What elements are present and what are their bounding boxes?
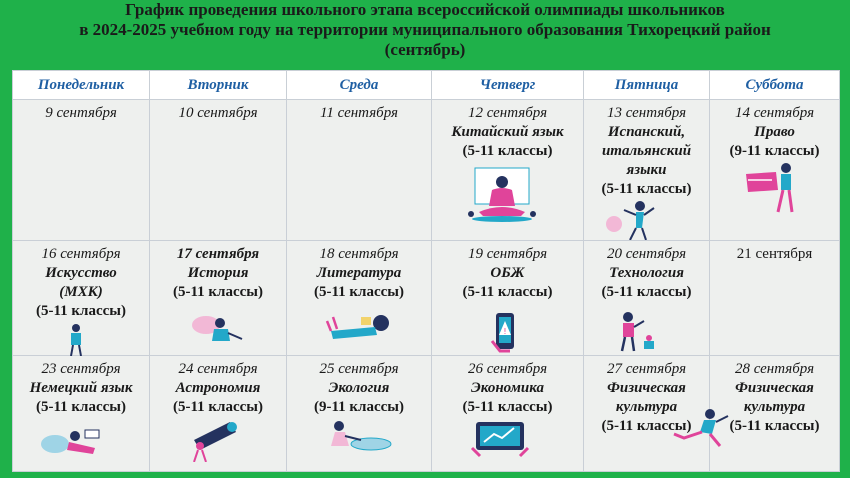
day-header-thursday: Четверг — [432, 71, 584, 100]
cell-subject: Испанский, итальянский языки — [601, 124, 692, 178]
cell-date: 21 сентября — [736, 246, 813, 262]
cell-subject: Физическая культура — [607, 380, 686, 415]
cell-subject: Астрономия — [175, 380, 261, 396]
cell-date: 12 сентября — [467, 105, 548, 121]
week-row-2 — [13, 241, 840, 356]
ecology-illustration — [325, 420, 395, 454]
person-with-sofa-illustration — [742, 160, 802, 216]
cell-date: 23 сентября — [41, 361, 121, 377]
cell-date: 14 сентября — [734, 105, 815, 121]
cell-subject: Право — [754, 124, 795, 140]
schedule-cell — [150, 241, 287, 356]
schedule-cell — [432, 100, 584, 241]
schedule-cell — [287, 356, 432, 472]
cell-date: 24 сентября — [178, 361, 258, 377]
cell-date: 25 сентября — [319, 361, 399, 377]
artist-illustration — [61, 323, 91, 357]
week-row-3 — [13, 356, 840, 472]
cell-grades: (5-11 классы) — [601, 181, 692, 197]
schedule-cell — [710, 100, 840, 241]
cell-subject: Экология — [328, 380, 390, 396]
cell-grades: (5-11 классы) — [601, 418, 692, 434]
day-header-friday: Пятница — [584, 71, 710, 100]
cell-grades: (5-11 классы) — [173, 284, 263, 300]
cell-grades: (5-11 классы) — [462, 143, 553, 159]
cell-date: 20 сентября — [606, 246, 687, 262]
schedule-cell — [13, 100, 150, 241]
cell-subject: Искусство (МХК) — [45, 265, 117, 300]
schedule-cell — [287, 241, 432, 356]
cell-date: 27 сентября — [606, 361, 687, 377]
title-line-1: График проведения школьного этапа всероссийской олимпиады школьников — [125, 0, 725, 19]
schedule-cell — [150, 100, 287, 241]
economy-screen-illustration — [470, 418, 530, 458]
week-row-1 — [13, 100, 840, 241]
cell-grades: (5-11 классы) — [173, 399, 263, 415]
cell-subject: Немецкий язык — [29, 380, 133, 396]
lying-reader-illustration — [325, 313, 395, 345]
schedule-cell — [710, 241, 840, 356]
phone-warning-illustration — [490, 311, 520, 355]
cell-date: 13 сентября — [606, 105, 687, 121]
cell-date: 19 сентября — [467, 246, 548, 262]
dancing-person-illustration — [600, 200, 660, 240]
day-header-monday: Понедельник — [13, 71, 150, 100]
schedule-cell — [287, 100, 432, 241]
resting-student-illustration — [39, 426, 109, 458]
title-line-3: (сентябрь) — [384, 40, 466, 59]
telescope-illustration — [184, 418, 244, 462]
meditation-illustration — [457, 164, 547, 224]
schedule-cell — [432, 241, 584, 356]
cell-grades: (5-11 классы) — [36, 399, 126, 415]
cell-subject: Литература — [316, 265, 402, 281]
cell-subject: ОБЖ — [490, 265, 525, 281]
cell-subject: Экономика — [471, 380, 544, 396]
cell-grades: (5-11 классы) — [462, 284, 553, 300]
cell-grades: (5-11 классы) — [314, 284, 404, 300]
cell-date: 16 сентября — [41, 246, 121, 262]
cell-subject: Технология — [609, 265, 684, 281]
page-title — [0, 0, 850, 60]
cell-date: 26 сентября — [467, 361, 548, 377]
running-person-illustration — [670, 408, 734, 452]
svg-text:!: ! — [503, 327, 507, 336]
cell-date: 28 сентября — [734, 361, 815, 377]
header-row — [13, 71, 840, 100]
schedule-cell — [584, 241, 710, 356]
cell-date: 17 сентября — [176, 246, 260, 262]
schedule-cell — [13, 241, 150, 356]
cell-grades: (5-11 классы) — [601, 284, 692, 300]
reading-person-illustration — [190, 313, 246, 345]
schedule-cell — [432, 356, 584, 472]
day-header-saturday: Суббота — [710, 71, 840, 100]
title-line-2: в 2024-2025 учебном году на территории муниципального образования Тихорецкий район — [79, 20, 771, 39]
schedule-cell — [584, 100, 710, 241]
cell-grades: (5-11 классы) — [462, 399, 553, 415]
schedule-table — [12, 70, 840, 472]
schedule-cell — [150, 356, 287, 472]
cell-date: 11 сентября — [319, 105, 398, 121]
engineer-illustration — [614, 311, 666, 355]
cell-grades: (9-11 классы) — [314, 399, 404, 415]
cell-date: 9 сентября — [45, 105, 117, 121]
cell-subject: Физическая культура — [735, 380, 814, 415]
cell-date: 18 сентября — [319, 246, 399, 262]
cell-grades: (5-11 классы) — [729, 418, 820, 434]
day-header-tuesday: Вторник — [150, 71, 287, 100]
schedule-cell — [13, 356, 150, 472]
cell-grades: (9-11 классы) — [729, 143, 820, 159]
cell-subject: Китайский язык — [451, 124, 564, 140]
day-header-wednesday: Среда — [287, 71, 432, 100]
schedule-cell — [710, 356, 840, 472]
cell-grades: (5-11 классы) — [36, 303, 126, 319]
cell-subject: История — [187, 265, 249, 281]
cell-date: 10 сентября — [178, 105, 258, 121]
